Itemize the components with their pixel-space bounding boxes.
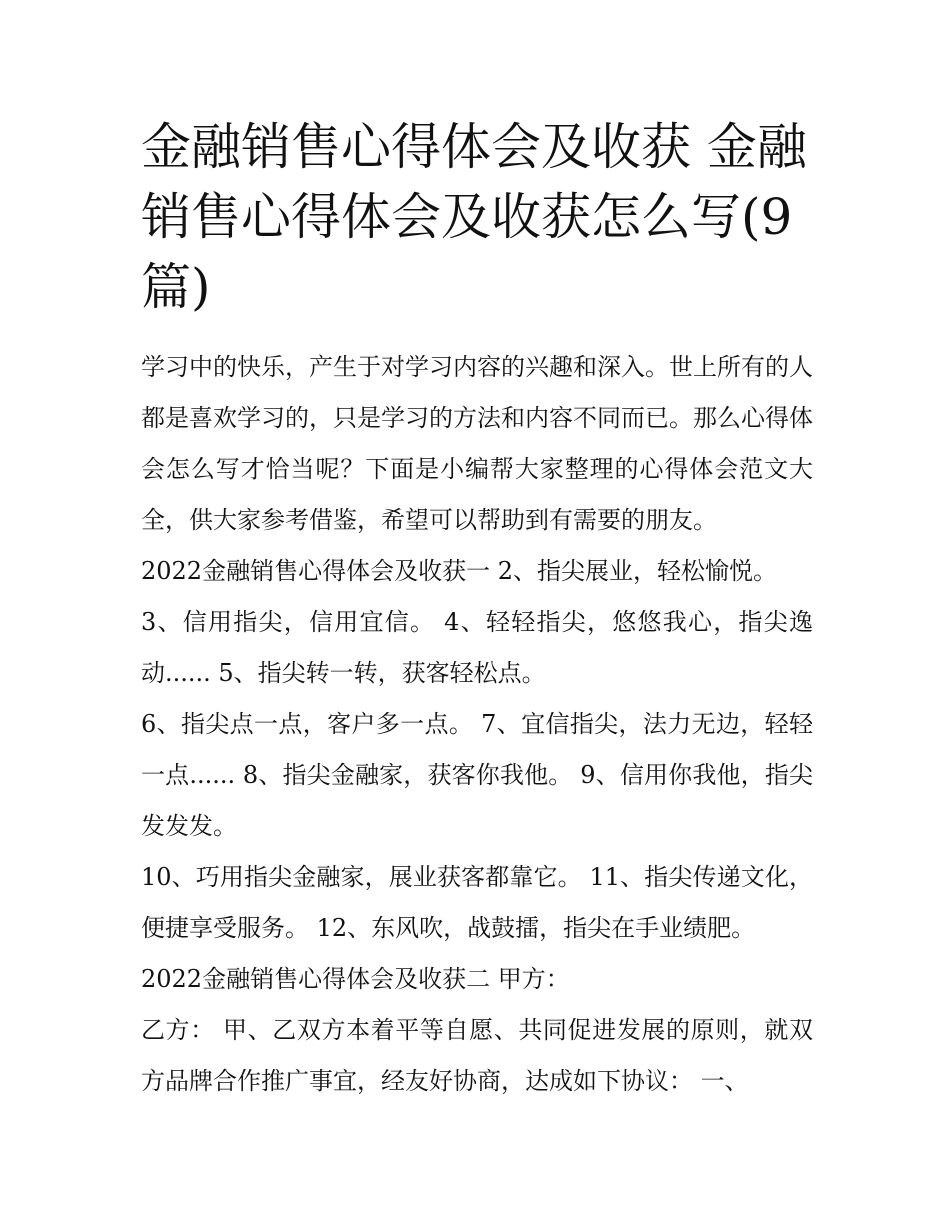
paragraph-section-one-heading: 2022金融销售心得体会及收获一 2、指尖展业，轻松愉悦。	[141, 557, 777, 585]
paragraph-slogans-6-9: 6、指尖点一点，客户多一点。 7、宜信指尖，法力无边，轻轻一点...... 8、指尖金融家，获客你我他。 9、信用你我他，指尖发发发。	[141, 710, 813, 840]
paragraph-intro: 学习中的快乐，产生于对学习内容的兴趣和深入。世上所有的人都是喜欢学习的，只是学习的方法和内容不同而已。那么心得体会怎么写才恰当呢？下面是小编帮大家整理的心得体会范文大全，供大家参考借鉴，希望可以帮助到有需要的朋友。	[141, 353, 813, 534]
document-title: 金融销售心得体会及收获 金融销售心得体会及收获怎么写(9篇)	[141, 118, 807, 316]
paragraph-section-two-heading: 2022金融销售心得体会及收获二 甲方：	[141, 965, 570, 993]
paragraph-slogans-3-5: 3、信用指尖，信用宜信。 4、轻轻指尖，悠悠我心，指尖逸动...... 5、指尖转一转，获客轻松点。	[141, 608, 813, 687]
document-body	[141, 342, 813, 1107]
paragraph-agreement: 乙方： 甲、乙双方本着平等自愿、共同促进发展的原则，就双方品牌合作推广事宜，经友好协商，达成如下协议： 一、	[141, 1016, 813, 1095]
document-page	[141, 112, 813, 1107]
paragraph-slogans-10-12: 10、巧用指尖金融家，展业获客都靠它。 11、指尖传递文化，便捷享受服务。 12、东风吹，战鼓擂，指尖在手业绩肥。	[141, 863, 813, 942]
